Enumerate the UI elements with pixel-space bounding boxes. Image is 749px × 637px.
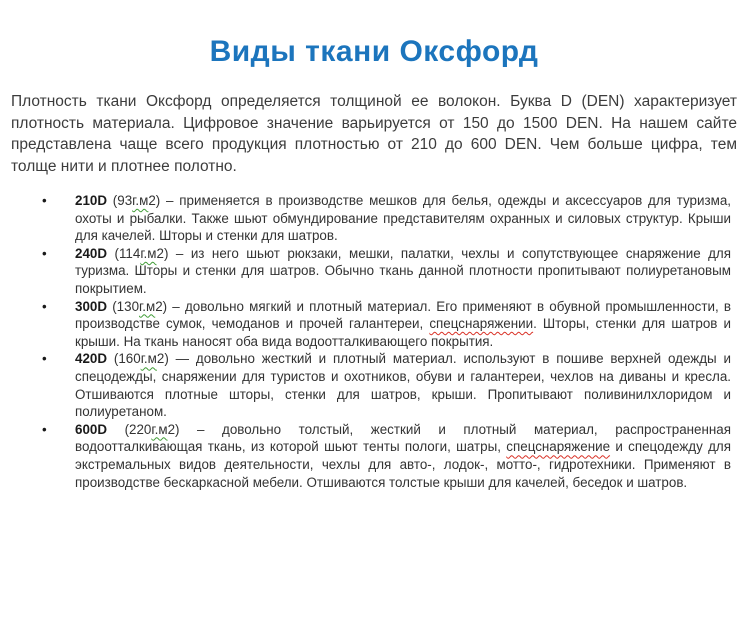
flagged-word: г.м — [151, 421, 168, 437]
bullet-text: 2) – довольно мягкий и плотный материал. Его применяют в обувной промышленности, в производстве сумок, чемоданов и прочей галантереи, — [75, 298, 731, 332]
density-label: 600D — [75, 421, 108, 437]
flagged-word: спецснаряжении — [429, 316, 534, 332]
bullet-text: 2) — довольно жесткий и плотный материал. используют в пошиве верхней одежды и спецодежды, снаряжении для туристов и охотников, обуви и галантереи, чехлов на диваны и кресла. Отшиваются плотные шторы, стенки для шатров, крыши. Пропитывают поливинилхлоридом и полиуретаном. — [75, 351, 731, 420]
density-label: 300D — [75, 298, 108, 314]
density-label: 420D — [75, 351, 108, 367]
fabric-density-list — [11, 192, 737, 491]
intro-paragraph: Плотность ткани Оксфорд определяется толщиной ее волокон. Буква D (DEN) характеризует плотность материала. Цифровое значение варьируется от 150 до 1500 DEN. На нашем сайте представлена чаще всего продукция плотностью от 210 до 600 DEN. Чем больше цифра, тем толще нити и плотнее полотно. — [11, 93, 737, 175]
bullet-text: (93 — [107, 193, 133, 208]
list-item — [75, 192, 731, 245]
bullet-text: и спецодежду для экстремальных видов деятельности, чехлы для авто-, лодок-, мотто-, гидротехники. Применяют в производстве бескаркасной мебели. Отшиваются толстые крыши для качелей, беседок и шатров. — [75, 439, 731, 490]
list-item — [75, 245, 731, 298]
density-label: 210D — [75, 193, 108, 208]
bullet-text: (220 — [107, 421, 152, 437]
page-title: Виды ткани Оксфорд — [209, 35, 539, 68]
density-label: 240D — [75, 245, 108, 261]
bullet-text: 2) – из него шьют рюкзаки, мешки, палатки, чехлы и сопутствующее снаряжение для туризма. Шторы и стенки для шатров. Обычно ткань данной плотности пропитывают полиуретановым покрытием. — [75, 245, 731, 296]
bullet-text: (160 — [107, 351, 141, 367]
list-item — [75, 421, 731, 491]
bullet-text: (130 — [107, 298, 140, 314]
bullet-text: 2) – применяется в производстве мешков для белья, одежды и аксессуаров для туризма, охоты и рыбалки. Также шьют обмундирование представителям охранных и силовых структур. Крыши для качелей. Шторы и стенки для шатров. — [75, 193, 731, 244]
bullet-text: . Шторы, стенки для шатров и крыши. На ткань наносят оба вида водоотталкивающего покрытия. — [75, 316, 731, 349]
flagged-word: г.м — [140, 351, 157, 367]
list-item — [75, 350, 731, 420]
flagged-word: г.м — [132, 193, 149, 208]
flagged-word: спецснаряжение — [506, 439, 611, 455]
bullet-text: (114 — [107, 245, 141, 261]
flagged-word: г.м — [139, 298, 156, 314]
flagged-word: г.м — [140, 245, 157, 261]
bullet-text: 2) – довольно толстый, жесткий и плотный материал, распространенная водоотталкивающая ткань, из которой шьют тенты пологи, шатры, — [75, 421, 731, 455]
list-item — [75, 298, 731, 351]
